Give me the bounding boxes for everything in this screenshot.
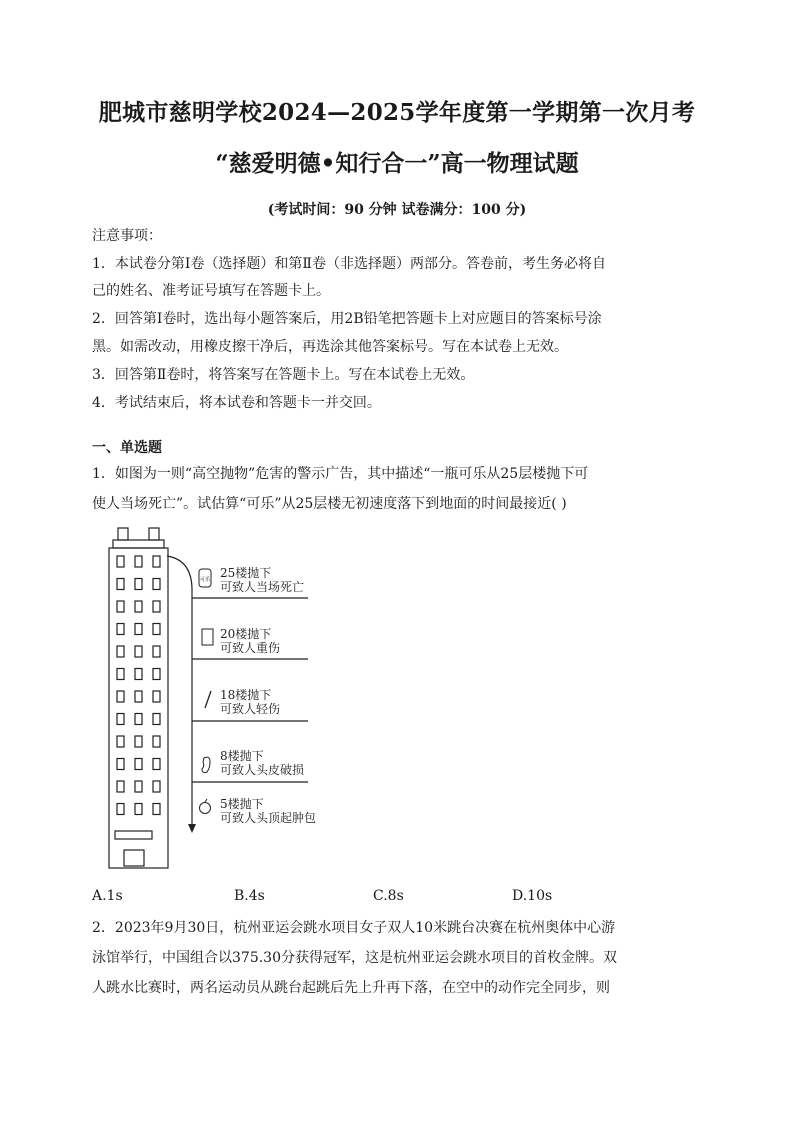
q2-line: 泳馆举行，中国组合以375.30分获得冠军，这是杭州亚运会跳水项目的首枚金牌。双 — [92, 950, 617, 966]
figure-label-8a: 8楼抛下 — [220, 749, 264, 763]
figure-label-25a: 25楼抛下 — [220, 566, 272, 580]
arrow-head-icon — [188, 824, 196, 833]
building-window — [135, 781, 142, 792]
building-window — [153, 804, 160, 815]
building-window — [135, 714, 142, 725]
figure-label-20b: 可致人重伤 — [220, 641, 281, 655]
q2-line: 人跳水比赛时，两名运动员从跳台起跳后先上升再下落，在空中的动作完全同步，则 — [92, 980, 610, 996]
figure-label-25b: 可致人当场死亡 — [220, 580, 305, 594]
figure-label-8b: 可致人头皮破损 — [220, 763, 305, 777]
building-window — [117, 804, 124, 815]
building-window — [135, 804, 142, 815]
building-window — [135, 759, 142, 770]
building-window — [117, 714, 124, 725]
apple-icon — [200, 799, 211, 814]
building-window — [153, 691, 160, 702]
fall-path-arrow — [167, 556, 192, 826]
building-window — [117, 736, 124, 747]
notice-line: 4．考试结束后，将本试卷和答题卡一并交回。 — [92, 395, 381, 411]
building-window — [153, 556, 160, 567]
building-window — [117, 579, 124, 590]
figure-label-18b: 可致人轻伤 — [220, 702, 281, 716]
building-window — [117, 781, 124, 792]
building-window — [153, 669, 160, 680]
building-window — [135, 579, 142, 590]
exam-meta: (考试时间：90 分钟 试卷满分：100 分) — [267, 202, 527, 218]
building-windows — [117, 556, 160, 815]
building-window — [117, 759, 124, 770]
brick-icon — [202, 629, 213, 645]
building-window — [135, 624, 142, 635]
building-window — [117, 669, 124, 680]
building-window — [153, 624, 160, 635]
building-window — [117, 691, 124, 702]
building-window — [117, 624, 124, 635]
stick-icon — [205, 691, 211, 708]
figure-label-20a: 20楼抛下 — [220, 627, 272, 641]
building-window — [153, 759, 160, 770]
building-window — [117, 646, 124, 657]
q1-option-d[interactable]: D.10s — [512, 888, 553, 904]
exam-subtitle: “慈爱明德•知行合一”高一物理试题 — [215, 150, 579, 177]
notice-line: 己的姓名、准考证号填写在答题卡上。 — [92, 283, 330, 299]
notice-line: 黑。如需改动，用橡皮擦干净后，再选涂其他答案标号。写在本试卷上无效。 — [92, 339, 568, 355]
peel-icon — [202, 757, 210, 772]
building-window — [153, 579, 160, 590]
building-window — [153, 601, 160, 612]
building-window — [153, 646, 160, 657]
q1-option-a[interactable]: A.1s — [92, 888, 123, 904]
figure-label-5a: 5楼抛下 — [220, 797, 264, 811]
can-text: 可乐 — [199, 577, 211, 583]
figure-label-18a: 18楼抛下 — [220, 688, 272, 702]
building-window — [153, 736, 160, 747]
building-window — [153, 781, 160, 792]
building-window — [135, 556, 142, 567]
building-window — [135, 646, 142, 657]
notice-heading: 注意事项： — [92, 228, 162, 244]
section-title: 一、单选题 — [92, 440, 162, 456]
building-window — [117, 556, 124, 567]
exam-title: 肥城市慈明学校2024—2025学年度第一学期第一次月考 — [98, 99, 696, 126]
building-window — [153, 714, 160, 725]
q1-line: 使人当场死亡”。试估算“可乐”从25层楼无初速度落下到地面的时间最接近( ) — [92, 496, 567, 512]
building-window — [135, 691, 142, 702]
building-window — [135, 601, 142, 612]
building-window — [135, 669, 142, 680]
building-window — [135, 736, 142, 747]
q1-line: 1．如图为一则“高空抛物”危害的警示广告，其中描述“一瓶可乐从25层楼抛下可 — [92, 466, 589, 482]
notice-line: 1．本试卷分第Ⅰ卷（选择题）和第Ⅱ卷（非选择题）两部分。答卷前，考生务必将自 — [92, 256, 606, 272]
notice-line: 2．回答第Ⅰ卷时，选出每小题答案后，用2B铅笔把答题卡上对应题目的答案标号涂 — [92, 311, 602, 327]
figure-label-5b: 可致人头顶起肿包 — [220, 811, 317, 825]
building-illustration — [109, 528, 168, 868]
cola-bottle-icon — [199, 569, 211, 587]
q2-line: 2．2023年9月30日，杭州亚运会跳水项目女子双人10米跳台决赛在杭州奥体中心游 — [92, 920, 616, 936]
q1-option-c[interactable]: C.8s — [373, 888, 404, 904]
building-window — [117, 601, 124, 612]
q1-option-b[interactable]: B.4s — [234, 888, 265, 904]
notice-line: 3．回答第Ⅱ卷时，将答案写在答题卡上。写在本试卷上无效。 — [92, 367, 475, 383]
